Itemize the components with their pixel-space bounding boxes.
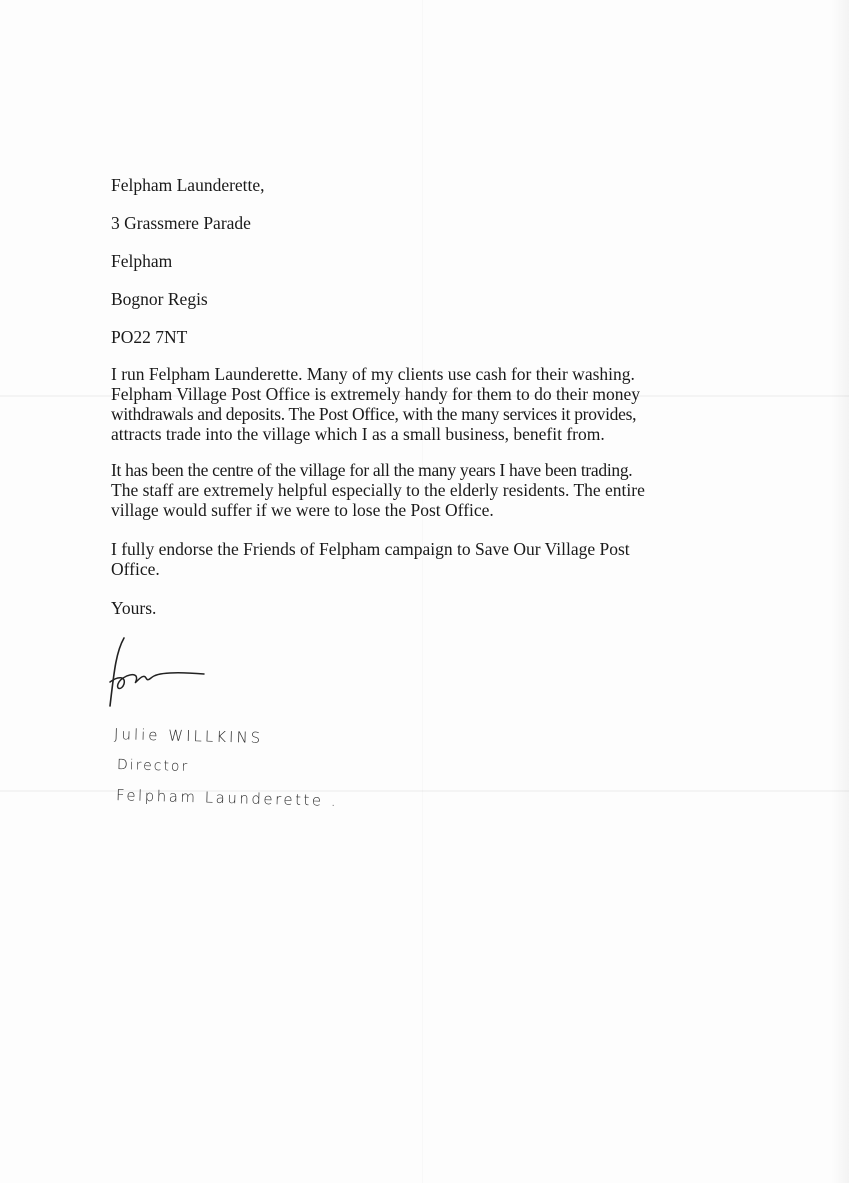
signature-image xyxy=(106,632,216,712)
body-paragraph-1 xyxy=(111,364,711,444)
signatory-company: Felpham Launderette . xyxy=(115,786,339,810)
paragraph-line: The staff are extremely helpful especially to the elderly residents. The entire xyxy=(111,480,645,500)
address-line-1: Felpham Launderette, xyxy=(111,175,265,195)
paragraph-line: withdrawals and deposits. The Post Office, with the many services it provides, xyxy=(111,404,637,424)
paragraph-line: I fully endorse the Friends of Felpham campaign to Save Our Village Post xyxy=(111,539,630,559)
paragraph-line: village would suffer if we were to lose the Post Office. xyxy=(111,500,494,520)
paragraph-line: I run Felpham Launderette. Many of my clients use cash for their washing. xyxy=(111,364,635,384)
address-line-5: PO22 7NT xyxy=(111,327,188,347)
closing: Yours. xyxy=(111,598,157,618)
body-paragraph-3 xyxy=(111,539,711,579)
paragraph-line: Office. xyxy=(111,559,160,579)
paragraph-line: It has been the centre of the village for all the many years I have been trading. xyxy=(111,460,633,480)
fold-line-vertical xyxy=(422,0,423,1183)
address-line-2: 3 Grassmere Parade xyxy=(111,213,251,233)
paragraph-line: attracts trade into the village which I as a small business, benefit from. xyxy=(111,424,605,444)
page-edge-shadow xyxy=(831,0,849,1183)
signatory-title: Director xyxy=(116,757,190,775)
signatory-name: Julie WILLKINS xyxy=(113,725,264,747)
paragraph-line: Felpham Village Post Office is extremely handy for them to do their money xyxy=(111,384,641,404)
body-paragraph-2 xyxy=(111,460,711,520)
address-line-4: Bognor Regis xyxy=(111,289,208,309)
address-line-3: Felpham xyxy=(111,251,173,271)
